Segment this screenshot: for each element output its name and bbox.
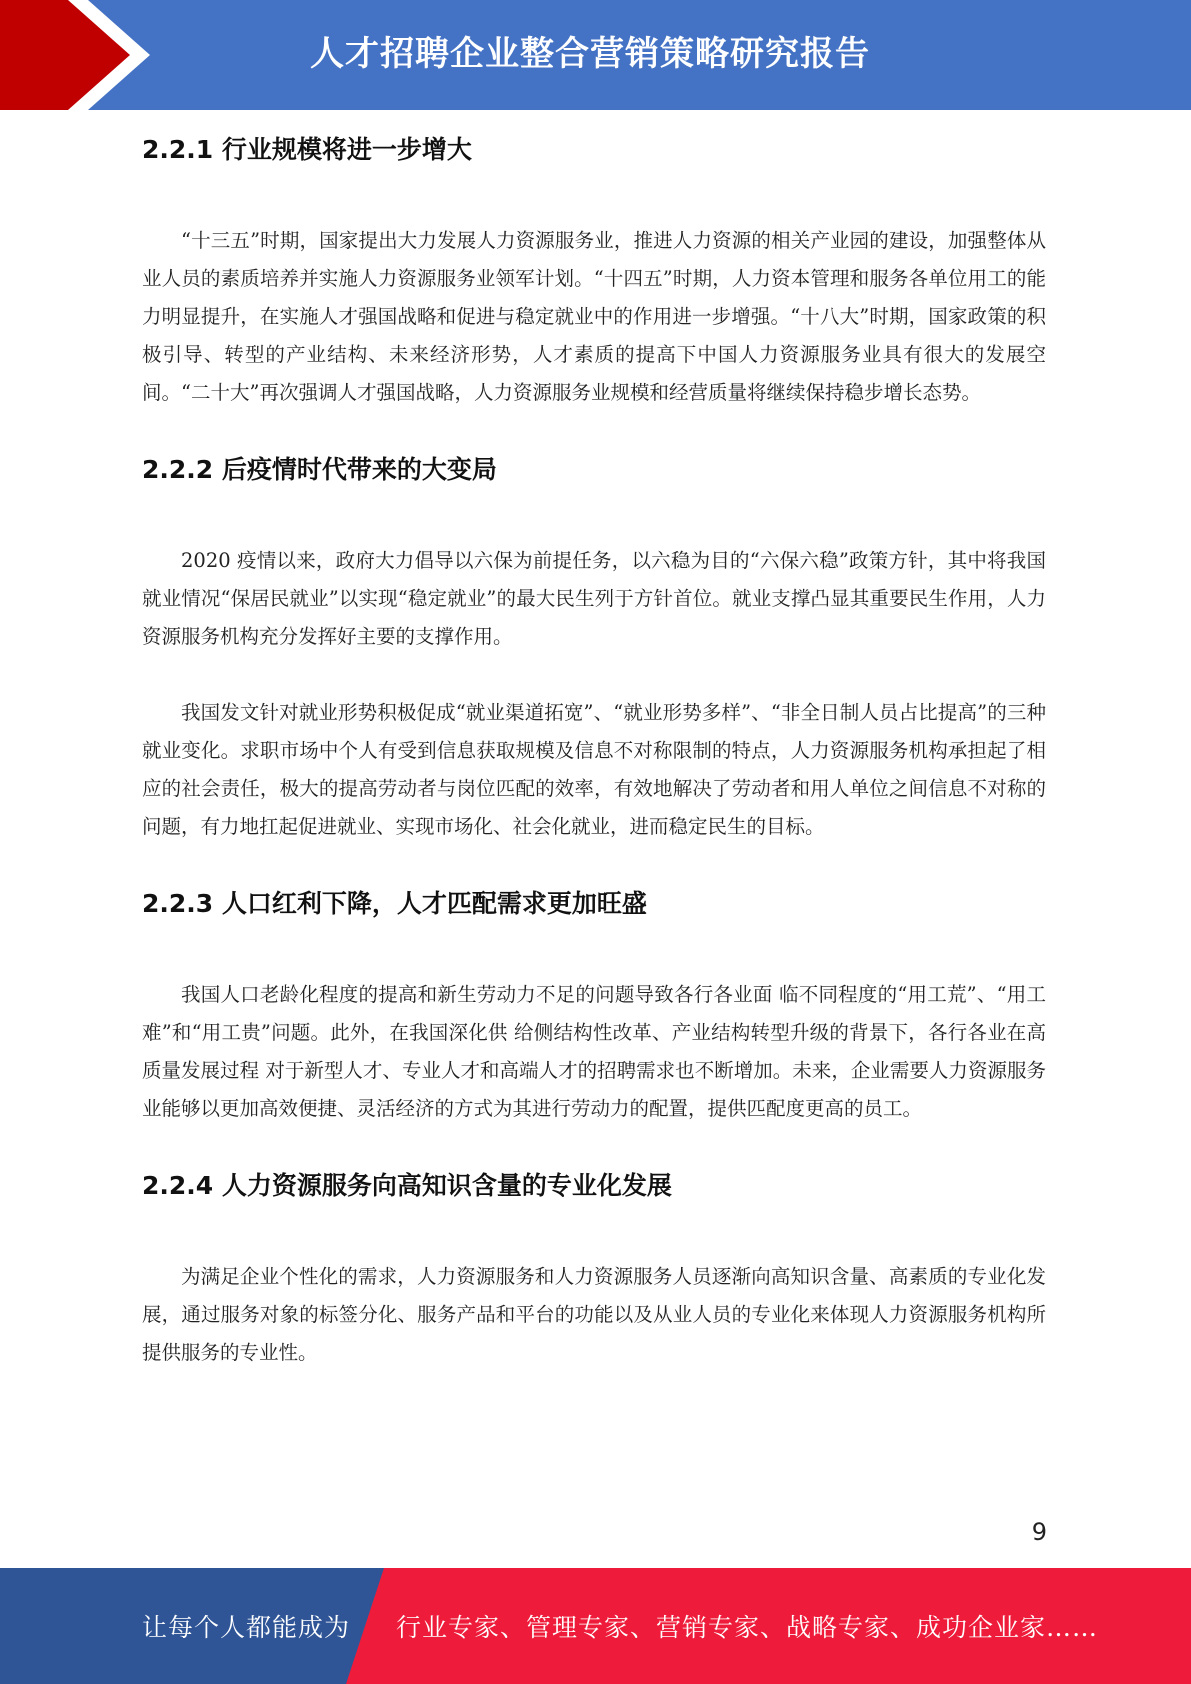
- section-heading: 2.2.2 后疫情时代带来的大变局: [142, 455, 497, 484]
- footer-banner: [0, 1568, 1191, 1684]
- section-heading: 2.2.1 行业规模将进一步增大: [142, 135, 472, 164]
- main-content: [142, 118, 1046, 1372]
- section-heading: 2.2.3 人口红利下降，人才匹配需求更加旺盛: [142, 889, 647, 918]
- paragraph: 为满足企业个性化的需求，人力资源服务和人力资源服务人员逐渐向高知识含量、高素质的专业化发展，通过服务对象的标签分化、服务产品和平台的功能以及从业人员的专业化来体现人力资源服务机构所提供服务的专业性。: [142, 1265, 1046, 1364]
- paragraph: “十三五”时期，国家提出大力发展人力资源服务业，推进人力资源的相关产业园的建设，加强整体从业人员的素质培养并实施人力资源服务业领军计划。“十四五”时期，人力资本管理和服务各单位用工的能力明显提升，在实施人才强国战略和促进与稳定就业中的作用进一步增强。“十八大”时期，国家政策的积极引导、转型的产业结构、未来经济形势，人才素质的提高下中国人力资源服务业具有很大的发展空间。“二十大”再次强调人才强国战略，人力资源服务业规模和经营质量将继续保持稳步增长态势。: [142, 229, 1046, 404]
- header-banner: [0, 0, 1191, 110]
- paragraph: 我国发文针对就业形势积极促成“就业渠道拓宽”、“就业形势多样”、“非全日制人员占比提高”的三种就业变化。求职市场中个人有受到信息获取规模及信息不对称限制的特点，人力资源服务机构承担起了相应的社会责任，极大的提高劳动者与岗位匹配的效率，有效地解决了劳动者和用人单位之间信息不对称的问题，有力地扛起促进就业、实现市场化、社会化就业，进而稳定民生的目标。: [142, 701, 1046, 838]
- report-title: 人才招聘企业整合营销策略研究报告: [310, 34, 870, 74]
- paragraph: 2020 疫情以来，政府大力倡导以六保为前提任务，以六稳为目的“六保六稳”政策方针，其中将我国就业情况“保居民就业”以实现“稳定就业”的最大民生列于方针首位。就业支撑凸显其重要民生作用，人力资源服务机构充分发挥好主要的支撑作用。: [142, 549, 1046, 648]
- red-chevron-decoration: [0, 0, 160, 110]
- footer-slogan-roles: 行业专家、管理专家、营销专家、战略专家、成功企业家……: [396, 1613, 1099, 1642]
- page-number: 9: [1031, 1518, 1047, 1546]
- section-heading: 2.2.4 人力资源服务向高知识含量的专业化发展: [142, 1171, 672, 1200]
- paragraph: 我国人口老龄化程度的提高和新生劳动力不足的问题导致各行各业面 临不同程度的“用工荒”、“用工难”和“用工贵”问题。此外，在我国深化供 给侧结构性改革、产业结构转型升级的背景下，各行各业在高质量发展过程 对于新型人才、专业人才和高端人才的招聘需求也不断增加。未来，企业需要人力资源服务业能够以更加高效便捷、灵活经济的方式为其进行劳动力的配置，提供匹配度更高的员工。: [142, 983, 1046, 1120]
- footer-slogan-lead: 让每个人都能成为: [142, 1613, 351, 1642]
